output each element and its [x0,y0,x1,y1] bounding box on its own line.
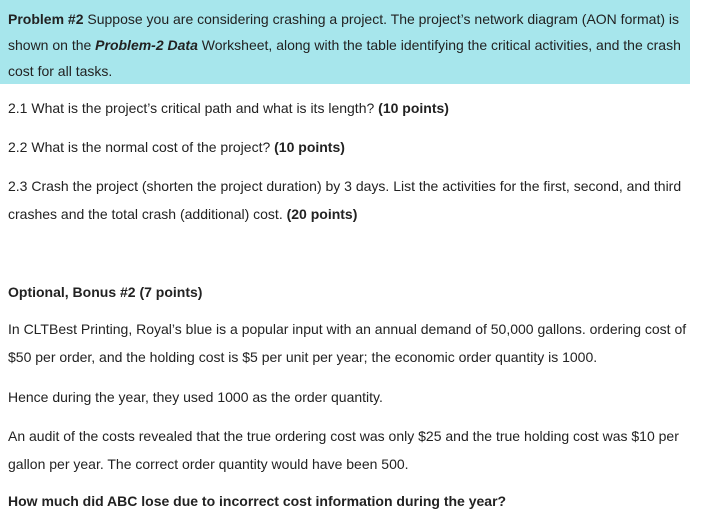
question-2-3 [8,172,688,228]
problem-2-text-part1: Suppose you are considering crashing a project. The project’s network diagram (AON format) is shown on the [8,11,680,53]
problem-2-text-part2: Worksheet, along with the table identifying the critical activities, and the crash cost for all tasks. [8,37,681,79]
question-2-2-text: 2.2 What is the normal cost of the project? [8,139,275,155]
bonus-paragraph-1: In CLTBest Printing, Royal’s blue is a popular input with an annual demand of 50,000 gallons. ordering cost of $50 per order, and the holding cost is $5 per unit per year; the economic order quantity is 1000. [8,321,687,365]
question-2-2-points: (10 points) [274,139,345,155]
question-2-3-text: 2.3 Crash the project (shorten the project duration) by 3 days. List the activities for the first, second, and third crashes and the total crash (additional) cost. [8,178,682,222]
bonus-paragraph-2: Hence during the year, they used 1000 as the order quantity. [8,389,383,405]
question-2-1 [8,98,449,118]
problem-2-intro [8,6,684,84]
question-2-2 [8,137,345,157]
bonus-paragraph-3: An audit of the costs revealed that the true ordering cost was only $25 and the true holding cost was $10 per gallon per year. The correct order quantity would have been 500. [8,428,679,472]
worksheet-name: Problem-2 Data [95,37,198,53]
question-2-3-points: (20 points) [286,206,358,222]
problem-2-label: Problem #2 [8,11,84,27]
bonus-question: How much did ABC lose due to incorrect cost information during the year? [8,493,507,509]
bonus-heading: Optional, Bonus #2 (7 points) [8,284,203,300]
question-2-1-text: 2.1 What is the project’s critical path and what is its length? [8,100,379,116]
question-2-1-points: (10 points) [378,100,449,116]
